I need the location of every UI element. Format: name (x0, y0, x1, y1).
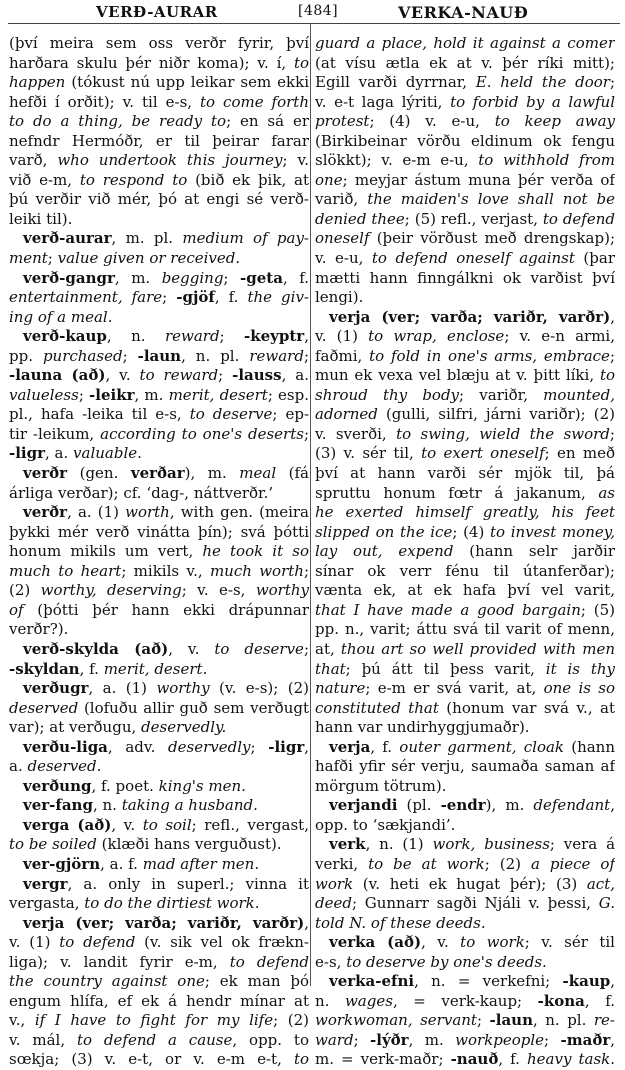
text-line: verð-gangr, m. begging; -geta, f. (23, 268, 309, 287)
running-header (0, 0, 625, 26)
text-line: ver-fang, n. taking a husband. (23, 796, 258, 815)
text-line: verga (að), v. to soil; refl., vergast, (23, 815, 309, 834)
text-line: much to heart; mikils v., much worth; (9, 561, 309, 580)
text-line: the country against one; ek man þó (9, 972, 309, 991)
header-left-guideword: VERÐ-AURAR (96, 3, 218, 21)
text-line: e-s, to deserve by one's deeds. (315, 952, 547, 971)
text-line: mörgum tötrum). (315, 776, 447, 795)
text-line: adorned (gulli, silfri, járni variðr); (2) (315, 405, 615, 424)
text-line: spruttu honum fœtr á jakanum, as (315, 483, 615, 502)
text-line: verðu-liga, adv. deservedly; -ligr, (23, 737, 309, 756)
text-line: -ligr, a. valuable. (9, 444, 142, 463)
text-line: he exerted himself greatly, his feet (315, 503, 615, 522)
text-line: -launa (að), v. to reward; -lauss, a. (9, 366, 309, 385)
text-line: one; meyjar ástum muna þér verða of (315, 170, 615, 189)
text-line: constituted that (honum var svá v., at (315, 698, 615, 717)
text-line: verðung, f. poet. king's men. (23, 776, 246, 795)
text-line: v. sverði, to swing, wield the sword; (315, 424, 615, 443)
text-line: leiki til). (9, 209, 73, 228)
text-line: deserved (lofuðu allir guð sem verðugt (9, 698, 309, 717)
text-line: m. = verk-maðr; -nauð, f. heavy task. (315, 1050, 615, 1069)
text-line: pl., hafa -leika til e-s, to deserve; ep- (9, 405, 309, 424)
text-line: (2) worthy, deserving; v. e-s, worthy (9, 581, 309, 600)
text-line: pp. purchased; -laun, n. pl. reward; (9, 346, 309, 365)
text-line: v. mál, to defend a cause, opp. to (9, 1030, 309, 1049)
text-line: at, thou art so well provided with men (315, 639, 615, 658)
text-line: slipped on the ice; (4) to invest money, (315, 522, 615, 541)
text-line: that I have made a good bargain; (5) (315, 600, 615, 619)
text-line: sínar ok verr fénu til útanferðar); (315, 561, 615, 580)
text-line: við e-m, to respond to (bið ek þik, at (9, 170, 309, 189)
text-line: v. (1) to wrap, enclose; v. e-n armi, (315, 327, 615, 346)
text-line: hefði í orðit); v. til e-s, to come forth (9, 92, 309, 111)
text-line: vergr, a. only in superl.; vinna it (23, 874, 309, 893)
text-line: ver-gjörn, a. f. mad after men. (23, 854, 260, 873)
text-line: told N. of these deeds. (315, 913, 486, 932)
text-line: verk, n. (1) work, business; vera á (329, 835, 615, 854)
text-line: workwoman, servant; -laun, n. pl. re- (315, 1011, 615, 1030)
text-line: work (v. heti ek hugat þér); (3) act, (315, 874, 615, 893)
text-line: var); at verðugu, deservedly. (9, 718, 227, 737)
text-line: deed; Gunnarr sagði Njáli v. þessi, G. (315, 894, 615, 913)
text-line: ing of a meal. (9, 307, 113, 326)
text-line: mun ek vexa vel blæju at v. þitt líki, to (315, 366, 615, 385)
text-line: hann var undirhyggjumaðr). (315, 718, 530, 737)
text-line: (3) v. sér til, to exert oneself; en með (315, 444, 615, 463)
text-line: (Birkibeinar vörðu eldinum ok fengu (315, 131, 615, 150)
text-line: v. (1) to defend (v. sik vel ok frækn- (9, 933, 309, 952)
text-line: happen (tókust nú upp leikar sem ekki (9, 73, 309, 92)
text-line: tir -leikum, according to one's deserts; (9, 424, 309, 443)
text-line: a. deserved. (9, 757, 102, 776)
text-line: n. wages, = verk-kaup; -kona, f. (315, 991, 615, 1010)
text-line: verka (að), v. to work; v. sér til (329, 933, 615, 952)
text-line: ward; -lýðr, m. workpeople; -maðr, (315, 1030, 615, 1049)
text-line: lengi). (315, 288, 364, 307)
text-line: pp. n., varit; áttu svá til varit of menn, (315, 620, 615, 639)
text-line: varið, the maiden's love shall not be (315, 190, 615, 209)
text-line: árliga verðar); cf. ‘dag-, náttverðr.’ (9, 483, 274, 502)
text-line: v. e-u, to defend oneself against (þar (315, 249, 615, 268)
text-line: verðr?). (9, 620, 69, 639)
text-line: verð-kaup, n. reward; -keyptr, (23, 327, 309, 346)
text-line: (því meira sem oss verðr fyrir, því (9, 34, 309, 52)
text-line: vænta ek, at ek hafa því vel varit, (315, 581, 615, 600)
text-line: engum hlífa, ef ek á hendr mínar at (9, 991, 309, 1010)
text-line: verja, f. outer garment, cloak (hann (329, 737, 615, 756)
text-line: harðara skulu þér niðr koma); v. í, to (9, 53, 309, 72)
text-line: liga); v. landit fyrir e-m, to defend (9, 952, 309, 971)
text-line: honum mikils um vert, he took it so (9, 542, 309, 561)
text-line: v., if I have to fight for my life; (2) (9, 1011, 309, 1030)
text-line: protest; (4) v. e-u, to keep away (315, 112, 615, 131)
right-column (315, 34, 615, 1070)
text-line: to do a thing, be ready to; en sá er (9, 112, 309, 131)
text-line: Egill varði dyrrnar, E. held the door; (315, 73, 615, 92)
page-number: [484] (298, 3, 339, 19)
text-line: guard a place, hold it against a comer (315, 34, 615, 52)
text-line: verjandi (pl. -endr), m. defendant, (329, 796, 615, 815)
text-line: verð-skylda (að), v. to deserve; (23, 639, 309, 658)
column-divider (310, 24, 311, 986)
text-line: verðr, a. (1) worth, with gen. (meira (23, 503, 309, 522)
text-line: shroud thy body; variðr, mounted, (315, 385, 615, 404)
text-line: verja (ver; varða; variðr, varðr), (329, 307, 615, 326)
text-line: verja (ver; varða; variðr, varðr), (23, 913, 309, 932)
text-line: of (þótti þér hann ekki drápunnar (9, 600, 309, 619)
text-line: faðmi, to fold in one's arms, embrace; (315, 346, 615, 365)
left-column (9, 34, 309, 1070)
text-line: þykki mér verð vinátta þín); svá þótti (9, 522, 309, 541)
text-line: ment; value given or received. (9, 249, 241, 268)
header-right-guideword: VERKA-NAUÐ (398, 3, 529, 22)
text-line: nature; e-m er svá varit, at, one is so (315, 679, 615, 698)
text-line: verðugr, a. (1) worthy (v. e-s); (2) (23, 679, 309, 698)
text-line: oneself (þeir vörðust með drengskap); (315, 229, 615, 248)
text-line: verð-aurar, m. pl. medium of pay- (23, 229, 309, 248)
header-rule (8, 23, 620, 24)
text-line: verki, to be at work; (2) a piece of (315, 854, 615, 873)
text-line: lay out, expend (hann selr jarðir (315, 542, 615, 561)
text-line: to be soiled (klæði hans verguðust). (9, 835, 282, 854)
text-line: v. e-t laga lýriti, to forbid by a lawful (315, 92, 615, 111)
text-line: vergasta, to do the dirtiest work. (9, 894, 260, 913)
text-line: varð, who undertook this journey; v. (9, 151, 309, 170)
text-line: því at hann varði sér mjök til, þá (315, 464, 615, 483)
text-line: -skyldan, f. merit, desert. (9, 659, 208, 678)
text-line: slökkt); v. e-m e-u, to withhold from (315, 151, 615, 170)
text-line: valueless; -leikr, m. merit, desert; esp. (9, 385, 309, 404)
text-line: mætti hann finngálkni ok varðist því (315, 268, 615, 287)
text-line: þú verðir við mér, þó at engi sé verð- (9, 190, 309, 209)
text-line: (at vísu ætla ek at v. þér ríki mitt); (315, 53, 615, 72)
text-line: opp. to ‘sækjandi’. (315, 815, 456, 834)
text-line: verðr (gen. verðar), m. meal (fá (23, 464, 309, 483)
text-line: that; þú átt til þess varit, it is thy (315, 659, 615, 678)
text-line: verka-efni, n. = verkefni; -kaup, (329, 972, 615, 991)
text-line: nefndr Hermóðr, er til þeirar farar (9, 131, 309, 150)
text-line: hafði yfir sér verju, saumaða saman af (315, 757, 615, 776)
text-line: sœkja; (3) v. e-t, or v. e-m e-t, to (9, 1050, 309, 1069)
text-line: denied thee; (5) refl., verjast, to defend (315, 209, 615, 228)
text-line: entertainment, fare; -gjöf, f. the giv- (9, 288, 309, 307)
